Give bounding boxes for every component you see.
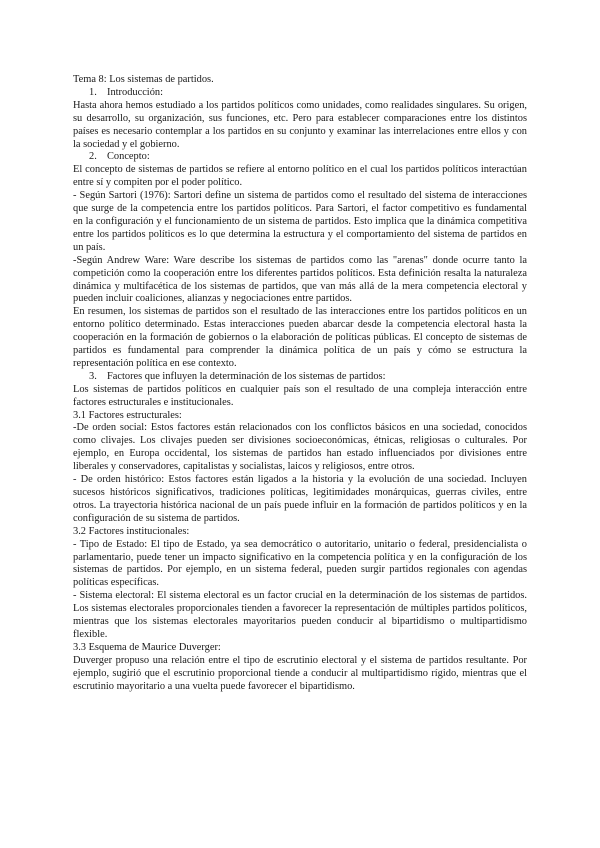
section-number: 1.	[89, 86, 97, 98]
section-heading-factores	[73, 371, 527, 384]
paragraph-orden-social: -De orden social: Estos factores están relacionados con los conflictos básicos en una sociedad, conocidos como clivajes. Los clivajes pueden ser divisiones socioeconómicas, étnicas, religiosas o culturales. Por ejemplo, en Europa occidental, los sistemas de partidos han estado influenciados por divisiones entre liberales y conservadores, capitalistas y socialistas, laicos y religiosos, entre otros.	[73, 422, 527, 473]
subsection-heading-duverger: 3.3 Esquema de Maurice Duverger:	[73, 641, 221, 653]
paragraph-orden-historico: - De orden histórico: Estos factores están ligados a la historia y la evolución de una sociedad. Incluyen sucesos históricos significativos, tradiciones políticas, legitimidades monárquicas, guerras civiles, entre otros. La trayectoria histórica nacional de un país puede influir en la formación de partidos políticos y en la configuración de su sistema de partidos.	[73, 474, 527, 524]
section-number: 2.	[89, 151, 97, 163]
paragraph-ware: -Según Andrew Ware: Ware describe los sistemas de partidos como las "arenas" donde ocurre tanto la competición como la cooperación entre los diferentes partidos políticos. Esta definición resalta la naturaleza dinámica y multifacética de los sistemas de partidos, que van más allá de la mera competencia electoral y pueden incluir coaliciones, alianzas y negociaciones entre partidos.	[73, 254, 527, 305]
paragraph-duverger: Duverger propuso una relación entre el tipo de escrutinio electoral y el sistema de partidos resultante. Por ejemplo, sugirió que el escrutinio proporcional tiende a conducir al multipartidismo rígido, mientras que el escrutinio mayoritario a una vuelta puede favorecer el bipartidismo.	[73, 654, 527, 692]
subsection-heading-institucionales: 3.2 Factores institucionales:	[73, 525, 190, 537]
paragraph-tipo-estado: - Tipo de Estado: El tipo de Estado, ya sea democrático o autoritario, unitario o federal, presidencialista o parlamentario, puede tener un impacto significativo en la competencia política y en la configuración de los sistemas de partidos. Por ejemplo, en un sistema federal, pueden surgir partidos regionales con agendas políticas específicas.	[73, 538, 527, 589]
section-title: Factores que influyen la determinación de los sistemas de partidos:	[107, 370, 386, 382]
section-heading-introduccion	[73, 87, 527, 100]
paragraph-resumen: En resumen, los sistemas de partidos son el resultado de las interacciones entre los partidos políticos en un entorno político determinado. Estas interacciones pueden abarcar desde la competencia electoral hasta la cooperación en la formación de gobiernos o la elaboración de políticas públicas. El concepto de sistemas de partidos es fundamental para comprender la dinámica política de un país y cómo se estructura la representación política en ese contexto.	[73, 306, 527, 369]
paragraph-introduccion: Hasta ahora hemos estudiado a los partidos políticos como unidades, como realidades singulares. Su origen, su desarrollo, su organización, sus funciones, etc. Pero para establecer comparaciones entre los distintos países es necesario contemplar a los partidos en su conjunto y examinar las interrelaciones entre ellos y con la sociedad y el gobierno.	[73, 99, 527, 150]
subsection-heading-estructurales: 3.1 Factores estructurales:	[73, 409, 182, 421]
paragraph-sistema-electoral: - Sistema electoral: El sistema electoral es un factor crucial en la determinación de los sistemas de partidos. Los sistemas electorales proporcionales tienden a favorecer la representación de múltiples partidos políticos, mientras que los sistemas electorales mayoritarios pueden conducir al bipartidismo o multipartidismo flexible.	[73, 590, 527, 640]
section-heading-concepto	[73, 151, 527, 164]
paragraph-factores: Los sistemas de partidos políticos en cualquier país son el resultado de una compleja interacción entre factores estructurales e institucionales.	[73, 383, 527, 408]
document-body	[73, 74, 527, 694]
paragraph-concepto: El concepto de sistemas de partidos se refiere al entorno político en el cual los partidos políticos interactúan entre sí y compiten por el poder político.	[73, 164, 527, 189]
paragraph-sartori: - Según Sartori (1976): Sartori define un sistema de partidos como el resultado del sistema de interacciones que surge de la competencia entre los partidos políticos. Para Sartori, el factor competitivo es fundamental en la configuración y el funcionamiento de un sistema de partidos. Esto implica que la dinámica competitiva entre los partidos políticos es lo que determina la estructura y el comportamiento del sistema de partidos en un país.	[73, 190, 527, 253]
section-number: 3.	[89, 370, 97, 382]
document-title: Tema 8: Los sistemas de partidos.	[73, 74, 214, 85]
section-title: Concepto:	[107, 151, 150, 163]
section-title: Introducción:	[107, 86, 163, 98]
